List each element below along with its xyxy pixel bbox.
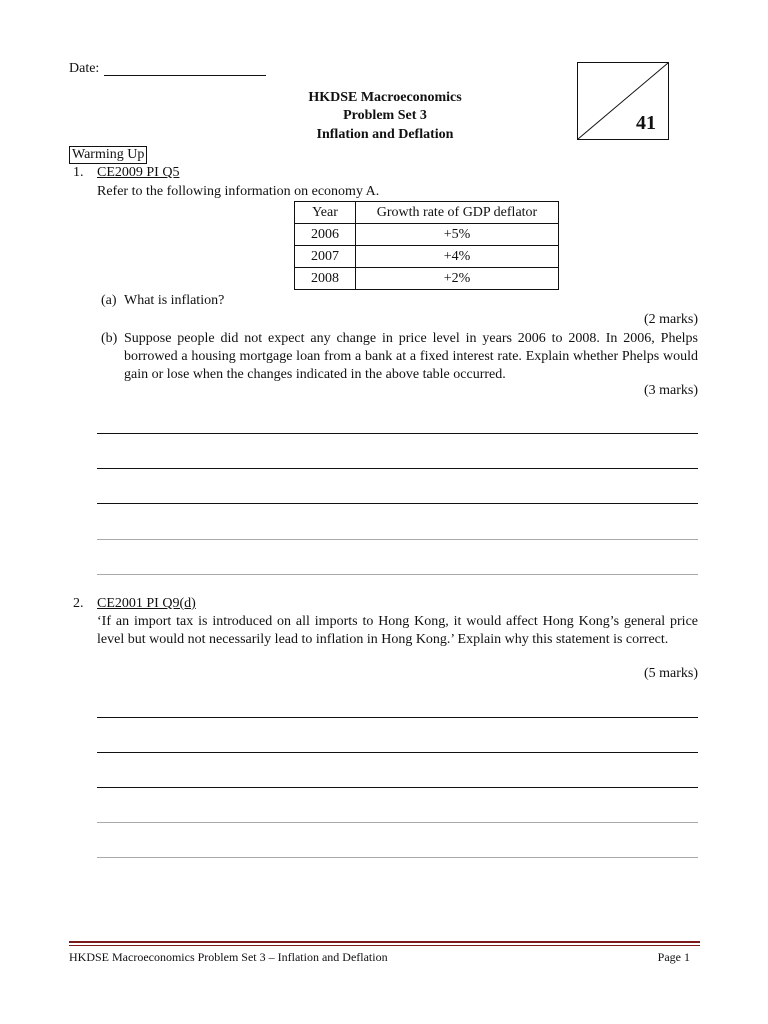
page-number: Page 1 [657, 950, 690, 964]
table-header-row [295, 202, 559, 224]
answer-line[interactable] [97, 503, 698, 504]
document-title: HKDSE Macroeconomics [308, 90, 462, 105]
date-blank-line[interactable] [104, 75, 266, 76]
score-box [577, 62, 669, 140]
part-b-marks: (3 marks) [643, 383, 698, 398]
problem-set-subtitle: Problem Set 3 [343, 108, 427, 123]
question-1-intro: Refer to the following information on economy A. [97, 184, 380, 199]
part-a-label: (a) [101, 293, 117, 308]
answer-line[interactable] [97, 717, 698, 718]
table-row [295, 224, 559, 246]
table-header-cell: Growth rate of GDP deflator [356, 202, 559, 224]
question-2-number: 2. [73, 596, 84, 611]
total-score: 41 [636, 112, 656, 134]
question-2-marks: (5 marks) [643, 666, 698, 681]
answer-line[interactable] [97, 539, 698, 540]
table-row [295, 246, 559, 268]
part-a-question: What is inflation? [124, 293, 225, 308]
question-2-text: ‘If an import tax is introduced on all imports to Hong Kong, it would affect Hong Kong’s general price level but would not necessarily lead to inflation in Hong Kong.’ Explain why this statement is correct. [97, 614, 698, 647]
part-a-marks: (2 marks) [643, 312, 698, 327]
table-cell-year: 2007 [295, 246, 356, 268]
gdp-deflator-table [294, 201, 559, 290]
table-cell-rate: +2% [356, 268, 559, 290]
answer-line[interactable] [97, 857, 698, 858]
table-header-cell: Year [295, 202, 356, 224]
answer-line[interactable] [97, 468, 698, 469]
answer-line[interactable] [97, 433, 698, 434]
answer-line[interactable] [97, 787, 698, 788]
part-b-question: Suppose people did not expect any change in price level in years 2006 to 2008. In 2006, Phelps borrowed a housing mortgage loan from a bank at a fixed interest rate. Explain whether Phelps would gain or lose when the changes indicated in the above table occurred. [124, 331, 698, 382]
answer-line[interactable] [97, 752, 698, 753]
footer-divider [69, 945, 700, 946]
question-1-source: CE2009 PI Q5 [97, 165, 180, 180]
part-b-label: (b) [101, 331, 118, 346]
date-label: Date: [69, 61, 100, 76]
question-1-number: 1. [73, 165, 84, 180]
table-cell-rate: +4% [356, 246, 559, 268]
table-cell-year: 2008 [295, 268, 356, 290]
table-cell-year: 2006 [295, 224, 356, 246]
answer-line[interactable] [97, 822, 698, 823]
table-row [295, 268, 559, 290]
question-2-source: CE2001 PI Q9(d) [97, 596, 196, 611]
answer-line[interactable] [97, 574, 698, 575]
footer-divider [69, 941, 700, 943]
footer-title: HKDSE Macroeconomics Problem Set 3 – Inflation and Deflation [69, 950, 388, 964]
topic-subtitle: Inflation and Deflation [316, 127, 454, 142]
table-cell-rate: +5% [356, 224, 559, 246]
section-label: Warming Up [69, 146, 147, 164]
